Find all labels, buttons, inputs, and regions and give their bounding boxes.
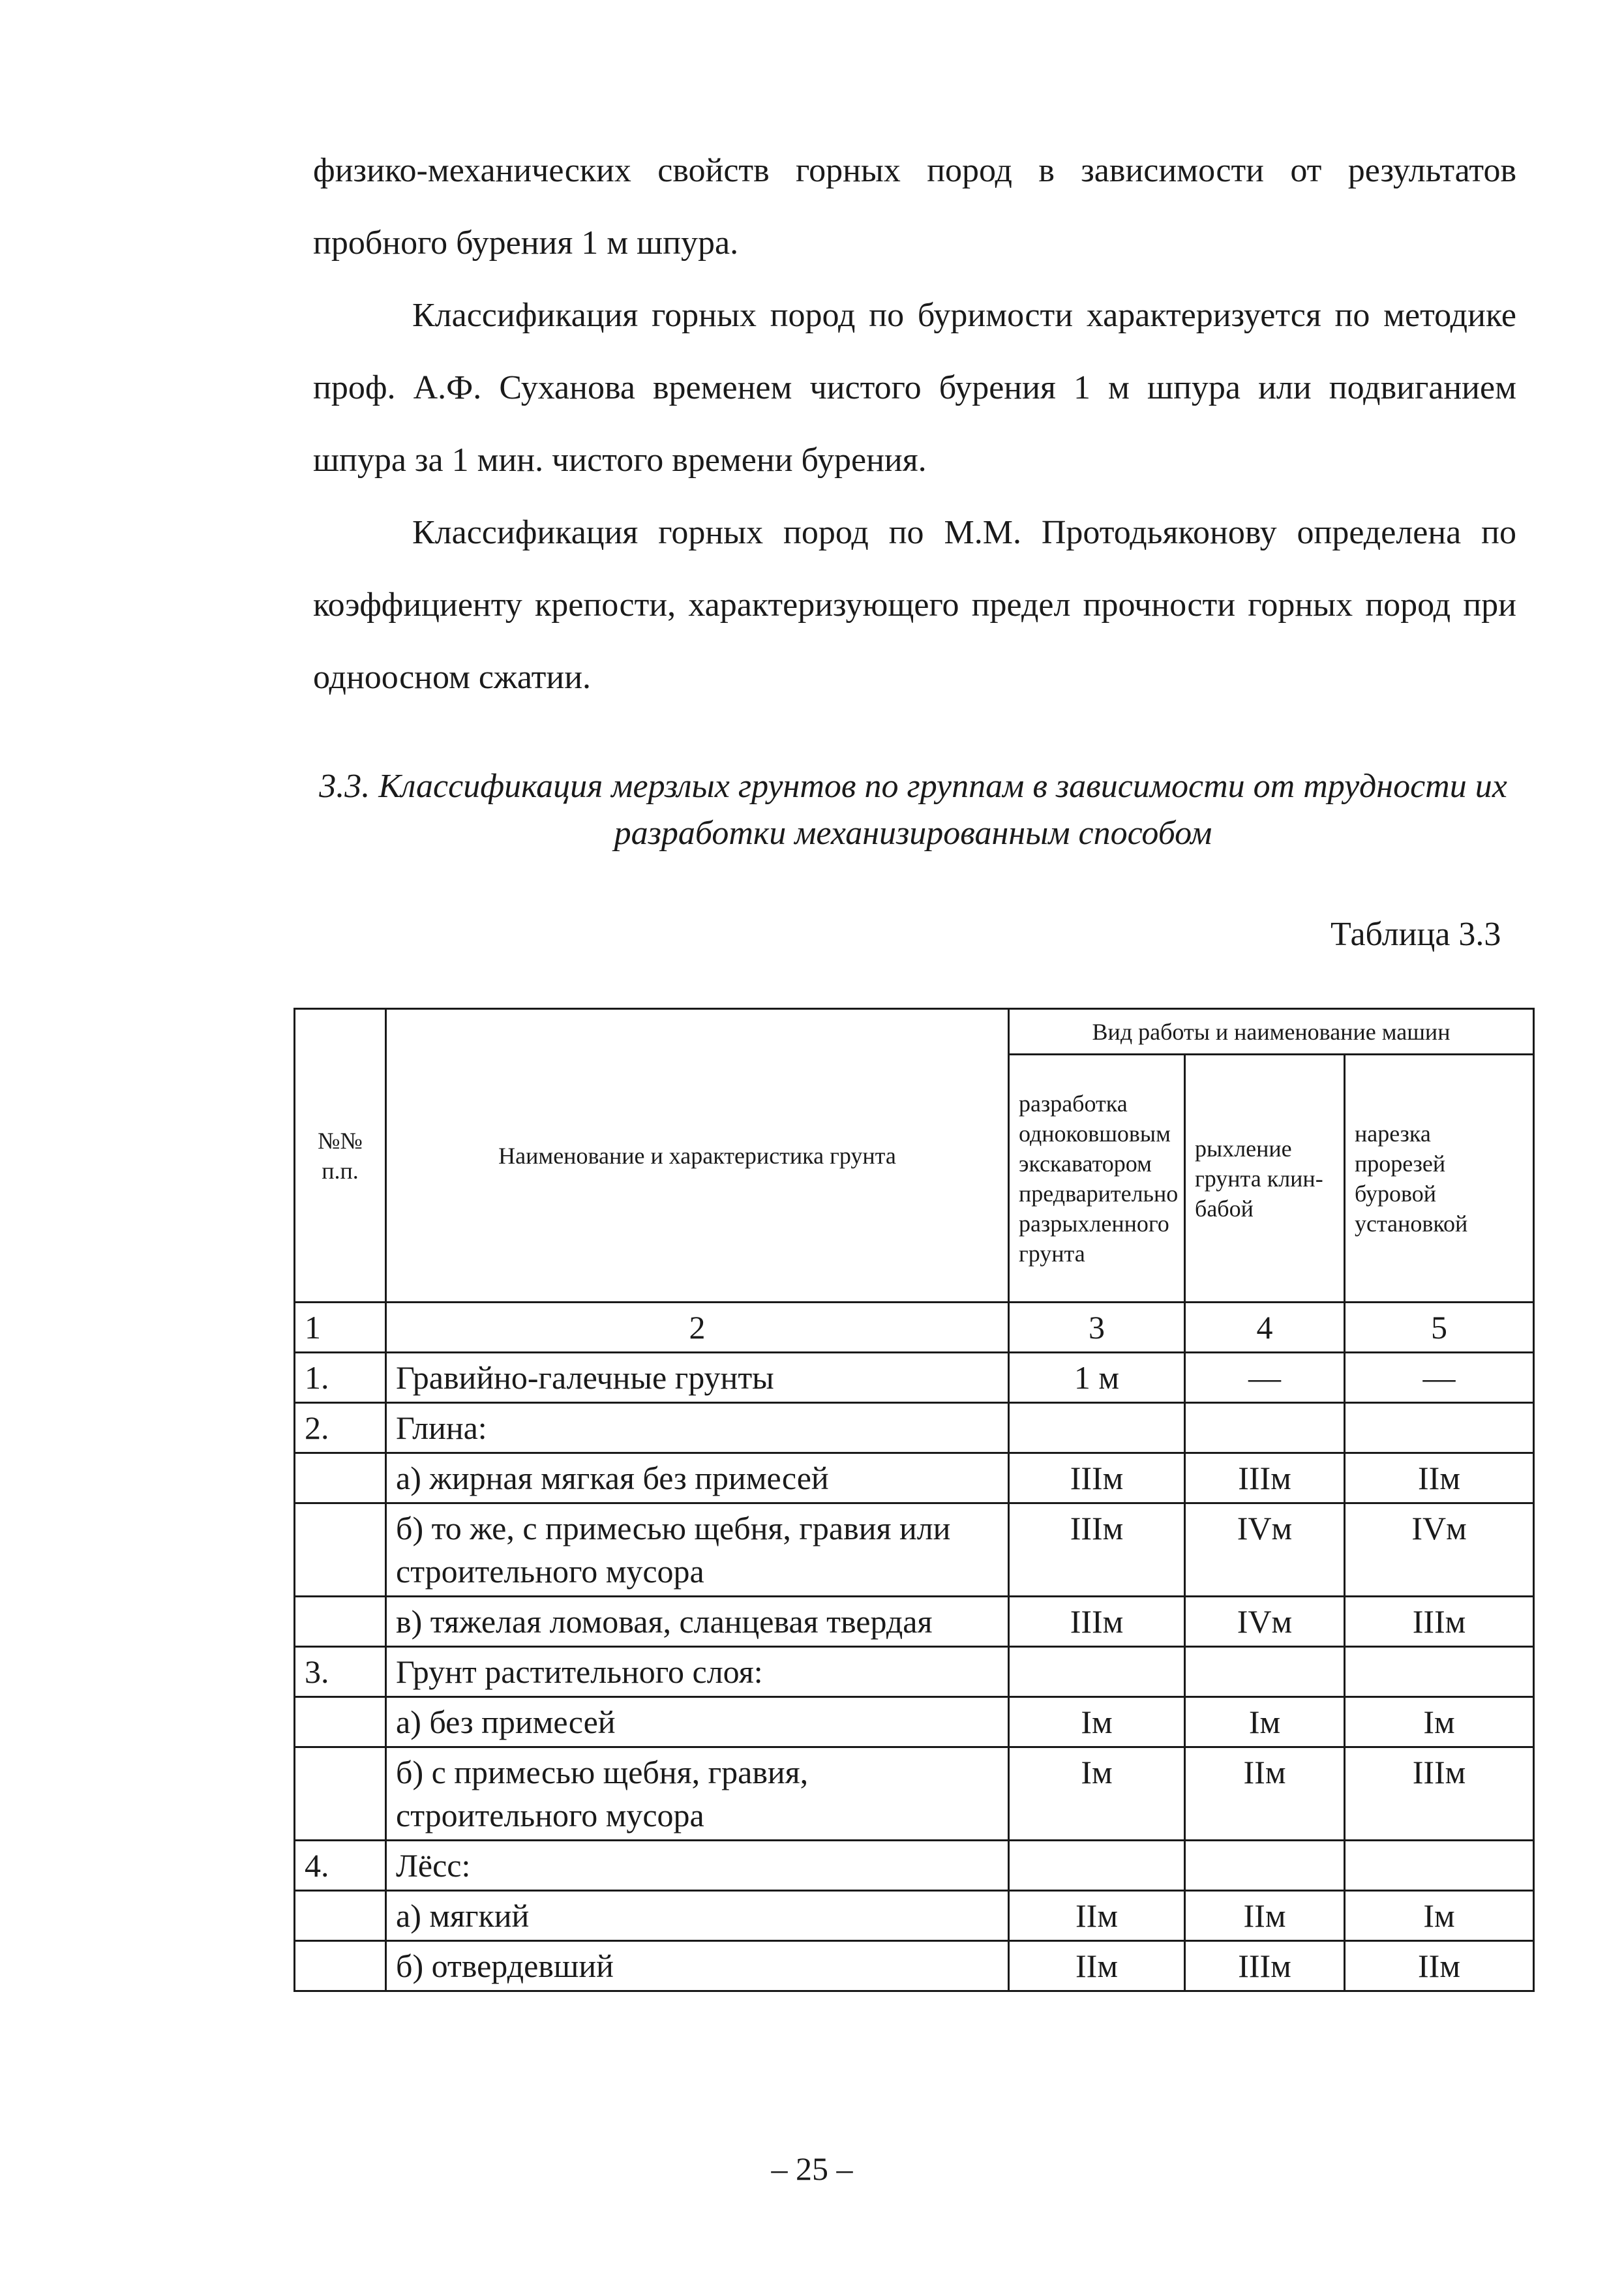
header-num: №№ п.п.: [295, 1009, 386, 1303]
soil-name: в) тяжелая ломовая, сланцевая твердая: [386, 1597, 1009, 1647]
paragraph-2: Классификация горных пород по буримости характеризуется по методике проф. А.Ф. Суханова временем чистого бурения 1 м шпура или подвиганием шпура за 1 мин. чистого времени бурения.: [313, 297, 1516, 479]
wedge-ripper-group: —: [1185, 1353, 1345, 1403]
soil-name: Глина:: [386, 1403, 1009, 1453]
table-row: [295, 1597, 1534, 1647]
col-number-2: 2: [386, 1303, 1009, 1353]
table-label: Таблица 3.3: [1331, 916, 1501, 953]
col-number-4: 4: [1185, 1303, 1345, 1353]
table-row: [295, 1403, 1534, 1453]
wedge-ripper-group: [1185, 1403, 1345, 1453]
wedge-ripper-group: IIIм: [1185, 1941, 1345, 1991]
table-row: [295, 1647, 1534, 1697]
wedge-ripper-group: [1185, 1647, 1345, 1697]
drill-rig-group: IIIм: [1345, 1747, 1534, 1841]
row-number: [295, 1503, 386, 1597]
excavator-group: [1009, 1647, 1185, 1697]
table-row: [295, 1841, 1534, 1891]
row-number: 4.: [295, 1841, 386, 1891]
soil-name: Гравийно-галечные грунты: [386, 1353, 1009, 1403]
excavator-group: IIIм: [1009, 1503, 1185, 1597]
col-number-5: 5: [1345, 1303, 1534, 1353]
wedge-ripper-group: IVм: [1185, 1597, 1345, 1647]
excavator-group: [1009, 1403, 1185, 1453]
excavator-group: IIм: [1009, 1941, 1185, 1991]
row-number: [295, 1597, 386, 1647]
wedge-ripper-group: [1185, 1841, 1345, 1891]
drill-rig-group: IIIм: [1345, 1597, 1534, 1647]
row-number: [295, 1453, 386, 1503]
row-number: [295, 1697, 386, 1747]
drill-rig-group: Iм: [1345, 1891, 1534, 1941]
column-number-row: [295, 1303, 1534, 1353]
header-col5: нарезка прорезей буровой установкой: [1345, 1055, 1534, 1303]
table-row: [295, 1697, 1534, 1747]
drill-rig-group: [1345, 1647, 1534, 1697]
soil-name: а) без примесей: [386, 1697, 1009, 1747]
excavator-group: Iм: [1009, 1697, 1185, 1747]
soil-name: а) жирная мягкая без примесей: [386, 1453, 1009, 1503]
paragraph-3: Классификация горных пород по М.М. Протодьяконову определена по коэффициенту крепости, характеризующего предел прочности горных пород при одноосном сжатии.: [313, 514, 1516, 696]
drill-rig-group: [1345, 1403, 1534, 1453]
drill-rig-group: [1345, 1841, 1534, 1891]
wedge-ripper-group: IIIм: [1185, 1453, 1345, 1503]
excavator-group: IIIм: [1009, 1453, 1185, 1503]
col-number-3: 3: [1009, 1303, 1185, 1353]
table-row: [295, 1453, 1534, 1503]
drill-rig-group: IVм: [1345, 1503, 1534, 1597]
excavator-group: Iм: [1009, 1747, 1185, 1841]
excavator-group: IIIм: [1009, 1597, 1185, 1647]
header-name: Наименование и характеристика грунта: [386, 1009, 1009, 1303]
soil-name: а) мягкий: [386, 1891, 1009, 1941]
soil-classification-table: [293, 1008, 1535, 1992]
drill-rig-group: —: [1345, 1353, 1534, 1403]
drill-rig-group: IIм: [1345, 1453, 1534, 1503]
excavator-group: [1009, 1841, 1185, 1891]
wedge-ripper-group: IIм: [1185, 1747, 1345, 1841]
soil-name: б) отвердевший: [386, 1941, 1009, 1991]
section-heading: 3.3. Классификация мерзлых грунтов по группам в зависимости от трудности их разработки механизированным способом: [319, 768, 1507, 852]
wedge-ripper-group: Iм: [1185, 1697, 1345, 1747]
paragraph-1: физико-механических свойств горных пород в зависимости от результатов пробного бурения 1 м шпура.: [313, 152, 1516, 262]
col-number-1: 1: [295, 1303, 386, 1353]
wedge-ripper-group: IIм: [1185, 1891, 1345, 1941]
header-col4: рыхление грунта клин-бабой: [1185, 1055, 1345, 1303]
header-group: Вид работы и наименование машин: [1009, 1009, 1534, 1055]
soil-name: б) то же, с примесью щебня, гравия или строительного мусора: [386, 1503, 1009, 1597]
table-row: [295, 1941, 1534, 1991]
row-number: [295, 1941, 386, 1991]
row-number: 1.: [295, 1353, 386, 1403]
wedge-ripper-group: IVм: [1185, 1503, 1345, 1597]
row-number: 3.: [295, 1647, 386, 1697]
table-row: [295, 1891, 1534, 1941]
row-number: [295, 1891, 386, 1941]
table-row: [295, 1353, 1534, 1403]
header-col3: разработка одноковшовым экскаватором предварительно разрыхленного грунта: [1009, 1055, 1185, 1303]
excavator-group: IIм: [1009, 1891, 1185, 1941]
soil-name: Лёсс:: [386, 1841, 1009, 1891]
soil-name: Грунт растительного слоя:: [386, 1647, 1009, 1697]
table-row: [295, 1503, 1534, 1597]
row-number: 2.: [295, 1403, 386, 1453]
drill-rig-group: Iм: [1345, 1697, 1534, 1747]
row-number: [295, 1747, 386, 1841]
page-number: – 25 –: [771, 2150, 853, 2187]
table-row: [295, 1747, 1534, 1841]
drill-rig-group: IIм: [1345, 1941, 1534, 1991]
excavator-group: 1 м: [1009, 1353, 1185, 1403]
soil-name: б) с примесью щебня, гравия, строительного мусора: [386, 1747, 1009, 1841]
